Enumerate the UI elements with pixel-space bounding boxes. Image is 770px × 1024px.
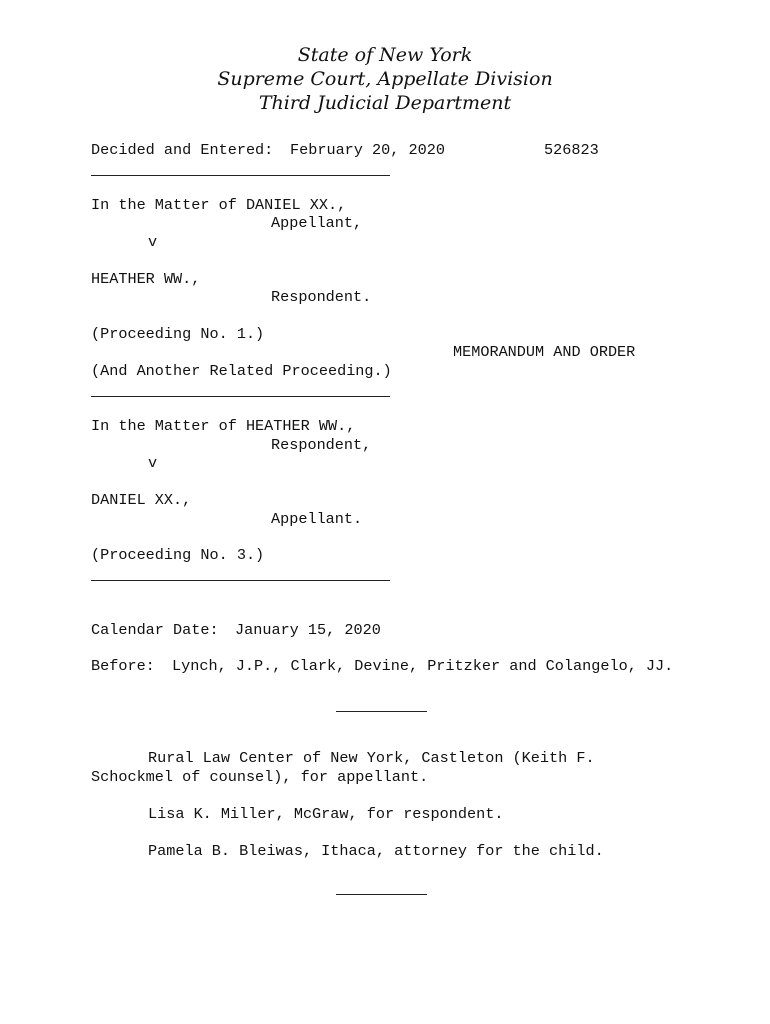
- calendar-label: Calendar Date:: [91, 621, 219, 639]
- caption-rule-middle: [91, 396, 390, 397]
- court-state: State of New York: [297, 44, 473, 66]
- caption1-proceeding: (Proceeding No. 1.): [91, 325, 265, 343]
- memorandum-title: MEMORANDUM AND ORDER: [453, 343, 636, 361]
- counsel-appellant-line2: Schockmel of counsel), for appellant.: [91, 768, 429, 786]
- caption-rule-top: [91, 175, 390, 176]
- caption-rule-bottom: [91, 580, 390, 581]
- caption2-role2: Appellant.: [271, 510, 363, 528]
- caption1-related: (And Another Related Proceeding.): [91, 362, 392, 380]
- caption1-party2: HEATHER WW.,: [91, 270, 201, 288]
- before-judges: Lynch, J.P., Clark, Devine, Pritzker and Colangelo, JJ.: [172, 657, 674, 675]
- court-department: Third Judicial Department: [258, 92, 512, 114]
- section-divider-top: [336, 711, 427, 712]
- caption2-matter: In the Matter of HEATHER WW.,: [91, 417, 356, 435]
- decided-label: Decided and Entered:: [91, 141, 274, 159]
- court-name: Supreme Court, Appellate Division: [217, 68, 553, 90]
- before-label: Before:: [91, 657, 155, 675]
- decided-date: February 20, 2020: [290, 141, 445, 159]
- calendar-date: January 15, 2020: [235, 621, 381, 639]
- caption2-role1: Respondent,: [271, 436, 372, 454]
- counsel-child: Pamela B. Bleiwas, Ithaca, attorney for the child.: [148, 842, 604, 860]
- section-divider-bottom: [336, 894, 427, 895]
- docket-number: 526823: [544, 141, 599, 159]
- counsel-appellant-line1: Rural Law Center of New York, Castleton (Keith F.: [148, 749, 595, 767]
- caption2-versus: v: [148, 454, 158, 472]
- caption1-role2: Respondent.: [271, 288, 372, 306]
- caption2-party2: DANIEL XX.,: [91, 491, 192, 509]
- caption1-role1: Appellant,: [271, 214, 363, 232]
- caption1-versus: v: [148, 233, 158, 251]
- caption2-proceeding: (Proceeding No. 3.): [91, 546, 265, 564]
- counsel-respondent: Lisa K. Miller, McGraw, for respondent.: [148, 805, 504, 823]
- caption1-matter: In the Matter of DANIEL XX.,: [91, 196, 347, 214]
